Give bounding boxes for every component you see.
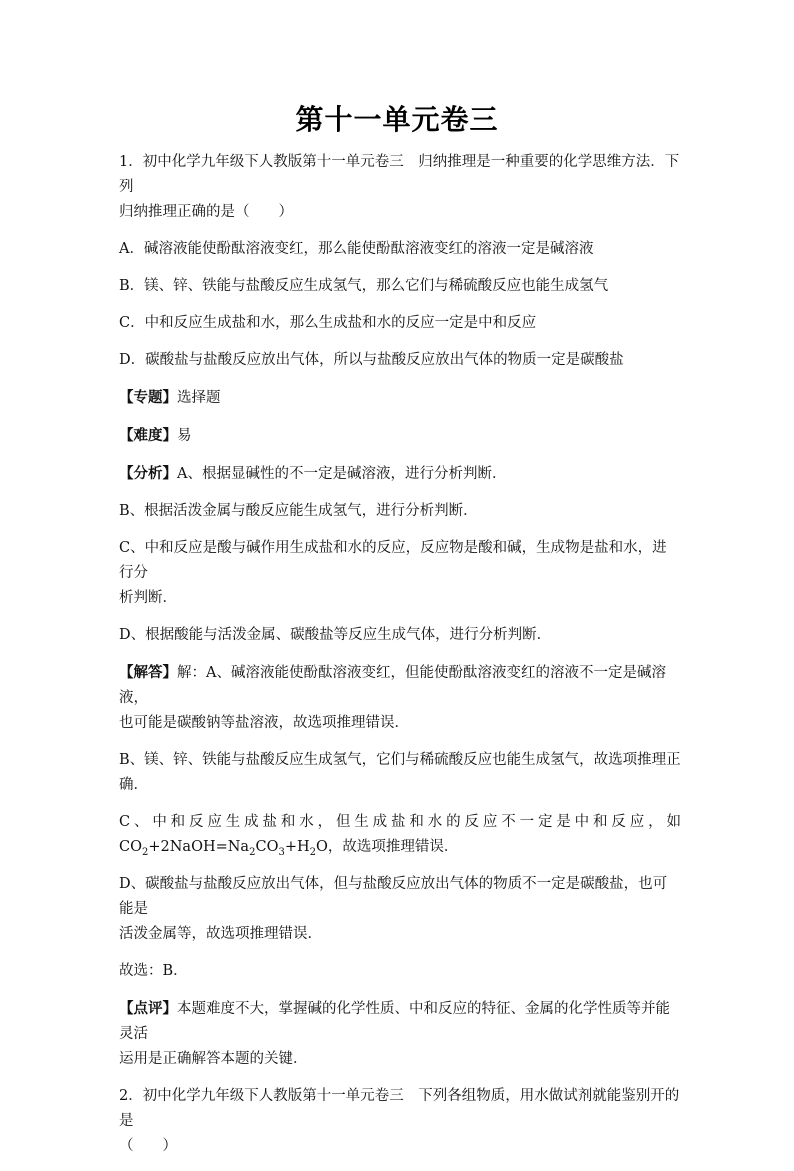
option-b: B．镁、锌、铁能与盐酸反应生成氢气，那么它们与稀硫酸反应也能生成氢气 (119, 278, 609, 294)
answer-label: 【解答】 (119, 664, 177, 681)
comment-label: 【点评】 (119, 1000, 177, 1017)
eq-o: O (316, 839, 328, 855)
answer-a-line-1 (119, 660, 681, 711)
difficulty-value: 易 (177, 428, 192, 444)
question-1-stem (119, 150, 681, 225)
answer-a-row (119, 660, 681, 736)
question-1-stem-line-1: 1．初中化学九年级下人教版第十一单元卷三 归纳推理是一种重要的化学思维方法．下列 (119, 154, 680, 195)
option-c: C．中和反应生成盐和水，那么生成盐和水的反应一定是中和反应 (119, 315, 537, 331)
answer-b-line-1: B、镁、锌、铁能与盐酸反应生成氢气，它们与稀硫酸反应也能生成氢气，故选项推理正 (119, 752, 681, 768)
answer-c-line-2 (119, 835, 681, 860)
option-a: A．碱溶液能使酚酞溶液变红，那么能使酚酞溶液变红的溶液一定是碱溶液 (119, 241, 594, 257)
analysis-a-row (119, 461, 681, 487)
answer-d-line-2: 活泼金属等，故选项推理错误． (119, 926, 322, 942)
comment-line-2: 运用是正确解答本题的关键． (119, 1051, 308, 1067)
answer-c-line-2-tail: ，故选项推理错误． (327, 839, 459, 855)
answer-c-line-1: C、中和反应生成盐和水，但生成盐和水的反应不一定是中和反应，如 (119, 814, 681, 830)
question-2-stem-line-1: 2．初中化学九年级下人教版第十一单元卷三 下列各组物质，用水做试剂就能鉴别开的是 (119, 1088, 680, 1129)
analysis-c-line-1: C、中和反应是酸与碱作用生成盐和水的反应，反应物是酸和碱，生成物是盐和水，进行分 (119, 540, 667, 581)
analysis-c-row (119, 536, 681, 611)
eq-co3: CO (255, 839, 279, 855)
answer-a-line-1-text: 解：A、碱溶液能使酚酞溶液变红，但能使酚酞溶液变红的溶液不一定是碱溶液， (119, 665, 666, 706)
difficulty-row (119, 423, 681, 449)
analysis-b-row: B、根据活泼金属与酸反应能生成氢气，进行分析判断． (119, 503, 478, 519)
question-2-stem-line-2: （ ） (119, 1138, 177, 1154)
eq-h: +H (284, 839, 310, 855)
page-title: 第十一单元卷三 (295, 103, 499, 136)
analysis-a-text: A、根据显碱性的不一定是碱溶液，进行分析判断． (177, 466, 507, 482)
analysis-c-line-2: 析判断． (119, 590, 177, 606)
answer-a-line-2: 也可能是碳酸钠等盐溶液，故选项推理错误． (119, 715, 409, 731)
comment-row (119, 996, 681, 1072)
answer-d-row (119, 872, 681, 947)
difficulty-label: 【难度】 (119, 427, 177, 444)
question-2-stem (119, 1084, 681, 1159)
eq-sub-2b: 2 (249, 846, 256, 858)
analysis-label: 【分析】 (119, 465, 177, 482)
comment-line-1 (119, 996, 681, 1047)
topic-label: 【专题】 (119, 389, 177, 406)
answer-b-row (119, 748, 681, 798)
topic-value: 选择题 (177, 390, 221, 406)
answer-d-line-1: D、碳酸盐与盐酸反应放出气体，但与盐酸反应放出气体的物质不一定是碳酸盐，也可能是 (119, 876, 668, 917)
content-area (119, 150, 681, 1171)
choice-row: 故选：B． (119, 963, 188, 979)
chemical-equation (119, 839, 328, 858)
eq-sub-3: 3 (278, 846, 285, 858)
question-1-stem-line-2: 归纳推理正确的是（ ） (119, 204, 293, 220)
eq-naoh: +2NaOH=Na (148, 839, 250, 855)
eq-co2: CO (119, 839, 142, 855)
analysis-d-row: D、根据酸能与活泼金属、碳酸盐等反应生成气体，进行分析判断． (119, 627, 552, 643)
eq-sub-2a: 2 (141, 846, 149, 858)
comment-line-1-text: 本题难度不大，掌握碱的化学性质、中和反应的特征、金属的化学性质等并能灵活 (119, 1001, 670, 1042)
answer-b-line-2: 确． (119, 777, 148, 793)
answer-c-row (119, 810, 681, 860)
eq-sub-2c: 2 (309, 846, 316, 858)
option-d: D．碳酸盐与盐酸反应放出气体，所以与盐酸反应放出气体的物质一定是碳酸盐 (119, 352, 624, 368)
topic-row (119, 385, 681, 411)
